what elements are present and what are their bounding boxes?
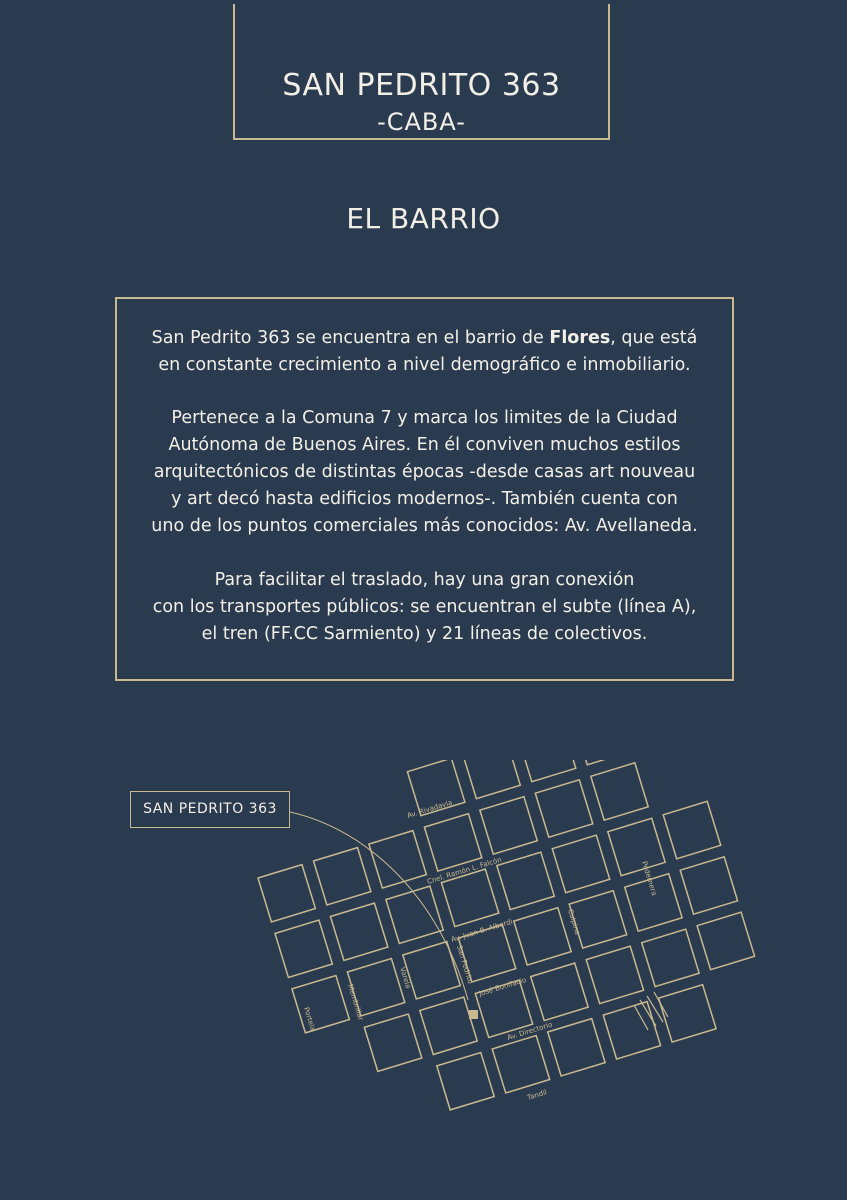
street-label-varela: Varela [398, 966, 413, 990]
neighborhood-name: Flores [549, 328, 611, 348]
map-block [591, 763, 648, 820]
street-label-pedernera: Pedernera [640, 860, 659, 897]
street-label-portela: Portela [302, 1006, 317, 1032]
paragraph-1-line-2: en constante crecimiento a nivel demográfico e inmobiliario. [158, 355, 691, 375]
map-block [680, 857, 737, 914]
map-block [518, 760, 575, 782]
map-block [463, 760, 520, 799]
street-label-falcon: Cnel. Ramón L. Falcón [426, 855, 503, 886]
p1-text-pre: San Pedrito 363 se encuentra en el barrio de [151, 328, 550, 348]
paragraph-2 [117, 405, 732, 540]
street-label-directorio: Av. Directorio [506, 1020, 554, 1042]
map-block [369, 831, 427, 889]
street-label-culpina: Culpina [566, 908, 582, 936]
page-title: SAN PEDRITO 363 [282, 68, 561, 103]
map-block [697, 912, 755, 970]
map-block [292, 976, 350, 1033]
street-label-bonifacio: José Bonifacio [478, 975, 528, 998]
map-block [275, 920, 332, 978]
map-block [586, 946, 643, 1003]
map-block [531, 963, 589, 1021]
map-block [608, 818, 665, 875]
description-box [115, 297, 734, 681]
paragraph-3-line: el tren (FF.CC Sarmiento) y 21 líneas de colectivos. [201, 624, 648, 644]
map-block [258, 865, 315, 922]
map-block [314, 848, 371, 905]
paragraph-3-line: con los transportes públicos: se encuentran el subte (línea A), [152, 597, 697, 617]
paragraph-3 [117, 567, 732, 648]
map-block [642, 929, 699, 986]
paragraph-1 [117, 325, 732, 379]
street-label-membrillar: Membrillar [346, 983, 365, 1022]
paragraph-3-line: Para facilitar el traslado, hay una gran conexión [214, 570, 635, 590]
map-blocks [258, 760, 755, 1110]
map-block [535, 780, 593, 837]
map-block [364, 1014, 422, 1071]
paragraph-2-line: Pertenece a la Comuna 7 y marca los limites de la Ciudad [171, 408, 678, 428]
map-block [386, 886, 443, 943]
street-label-rivadavia: Av. Rivadavia [406, 798, 454, 820]
map-location-label: SAN PEDRITO 363 [130, 791, 290, 828]
paragraph-1-line-1 [117, 325, 732, 352]
paragraph-2-line: uno de los puntos comerciales más conocidos: Av. Avellaneda. [151, 516, 698, 536]
paragraph-2-line: y art decó hasta edificios modernos-. También cuenta con [171, 489, 678, 509]
map-block [603, 1002, 660, 1060]
callout-leader-line [290, 812, 468, 1000]
p1-text-post: , que está [610, 328, 698, 348]
neighborhood-map [0, 760, 847, 1180]
street-label-tandil: Tandil [526, 1088, 548, 1102]
map-block [480, 797, 537, 855]
section-title: EL BARRIO [346, 202, 501, 235]
location-marker [469, 1010, 478, 1019]
map-block [330, 903, 388, 960]
paragraph-2-line: Autónoma de Buenos Aires. En él conviven muchos estilos [168, 435, 681, 455]
map-block [552, 835, 609, 893]
map-block [492, 1036, 550, 1094]
map-block [514, 908, 571, 965]
title-frame [233, 4, 610, 140]
map-block [497, 852, 555, 909]
map-block [574, 760, 632, 765]
street-label-alberdi: Av. Juan B. Alberdi [450, 917, 514, 944]
map-block [663, 801, 721, 859]
map-block [548, 1019, 605, 1076]
map-block [437, 1053, 494, 1110]
map-block [420, 997, 477, 1055]
page-subtitle: -CABA- [377, 108, 466, 136]
map-block [659, 985, 717, 1042]
map-block [403, 942, 461, 999]
street-label-san-pedrito: San Pedrito [455, 944, 475, 985]
paragraph-2-line: arquitectónicos de distintas épocas -desde casas art nouveau [153, 462, 696, 482]
map-block [424, 814, 481, 871]
